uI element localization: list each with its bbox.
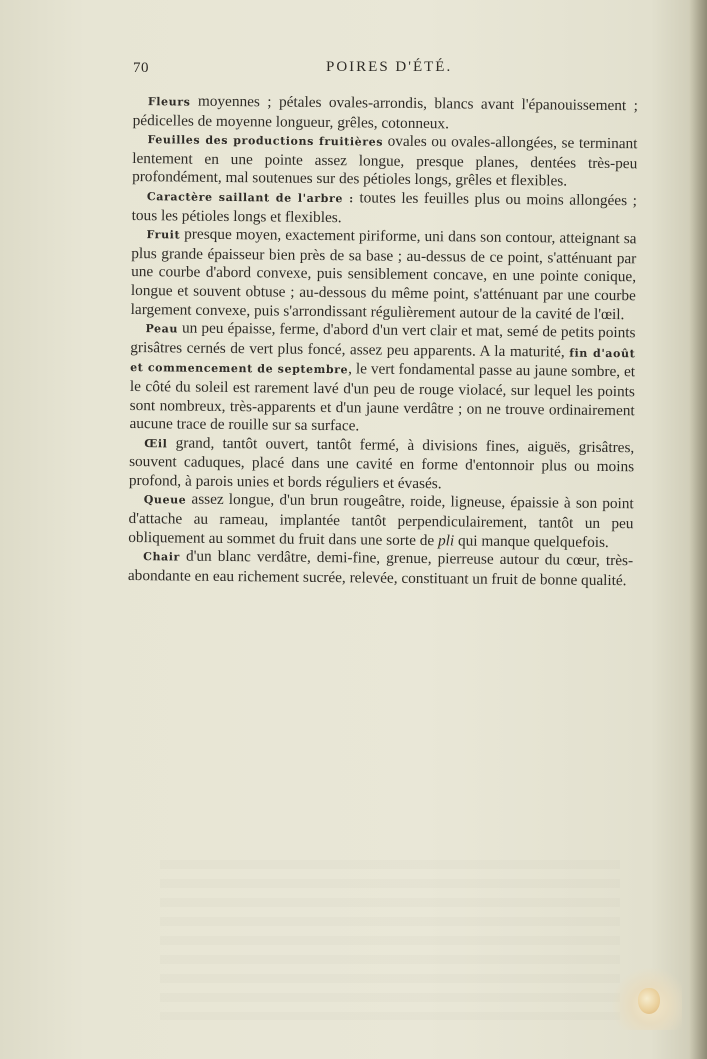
text-fruit: presque moyen, exactement piriforme, uni dans son contour, atteignant sa plus grande épaisseur bien près de sa base ; au-dessus de ce point, s'atténuant par une courbe d'abord convexe, puis sensiblement concave, en une pointe conique, longue et souvent obtuse ; au-dessous du même point, s'atténuant par une courbe largement convexe, puis s'arrondissant régulièrement autour de la cavité de l'œil. — [130, 225, 637, 323]
library-stamp — [612, 968, 682, 1030]
text-queue: assez longue, d'un brun rougeâtre, roide, ligneuse, épaissie à son point d'attache au rameau, implantée tantôt perpendiculairement, tantôt un peu obliquement au sommet du fruit dans une sorte de — [128, 491, 634, 549]
term-chair: Chair — [143, 550, 181, 564]
stamp-pear-mark — [638, 988, 660, 1014]
paragraph-feuilles — [132, 130, 638, 192]
term-fruit: Fruit — [146, 228, 181, 242]
text-peau-continued: , le vert fondamental passe au jaune sombre, et le côté du soleil est rarement lavé d'un peu de rouge violacé, sur lequel les points sont nombreux, très-apparents et d'un jaune verdâtre ; on ne trouve ordinairement aucune trace de rouille sur sa surface. — [129, 360, 636, 435]
term-feuilles: Feuilles des productions fruitières — [147, 133, 384, 149]
italic-pli: pli — [437, 531, 455, 550]
paragraph-chair — [128, 547, 633, 590]
text-caractere: toutes les feuilles plus ou moins allongées ; tous les pétioles longs et flexibles. — [131, 189, 637, 226]
text-peau: un peu épaisse, ferme, d'abord d'un vert clair et mat, semé de petits points grisâtres cernés de vert plus foncé, assez peu apparents. A la maturité, — [130, 319, 636, 361]
paragraph-caractere — [132, 187, 637, 230]
term-queue: Queue — [143, 493, 187, 508]
running-title: POIRES D'ÉTÉ. — [326, 59, 453, 75]
page-number: 70 — [133, 60, 149, 76]
body-text — [128, 92, 638, 591]
text-queue-continued: qui manque quelquefois. — [454, 532, 609, 551]
paragraph-queue — [128, 490, 634, 552]
paragraph-fruit — [131, 225, 637, 324]
text-feuilles: ovales ou ovales-allongées, se terminant lentement en une pointe assez longue, presque planes, dentées très-peu profondément, mal soutenues sur des pétioles longs, grêles et flexibles. — [132, 132, 638, 190]
text-oeil: grand, tantôt ouvert, tantôt fermé, à divisions fines, aiguës, grisâtres, souvent caduques, placé dans une cavité en forme d'entonnoir plus ou moins profond, à parois unies et bords réguliers et évasés. — [128, 434, 635, 493]
text-chair: d'un blanc verdâtre, demi-fine, grenue, pierreuse autour du cœur, très-abondante en eau richement sucrée, relevée, constituant un fruit de bonne qualité. — [127, 547, 634, 590]
paragraph-peau — [129, 319, 635, 439]
term-fleurs: Fleurs — [147, 95, 191, 109]
term-maturite-period: fin d'août et commencement de septembre — [130, 346, 636, 377]
paragraph-fleurs — [133, 92, 638, 135]
show-through-texture — [160, 860, 620, 1020]
text-fleurs: moyennes ; pétales ovales-arrondis, blancs avant l'épanouissement ; pédicelles de moyenne longueur, grêles, cotonneux. — [132, 92, 638, 132]
term-peau: Peau — [145, 322, 179, 336]
paragraph-oeil — [129, 434, 635, 496]
term-caractere: Caractère saillant de l'arbre : — [146, 190, 354, 206]
book-spine-edge — [689, 0, 707, 1059]
term-oeil: Œil — [144, 436, 168, 451]
